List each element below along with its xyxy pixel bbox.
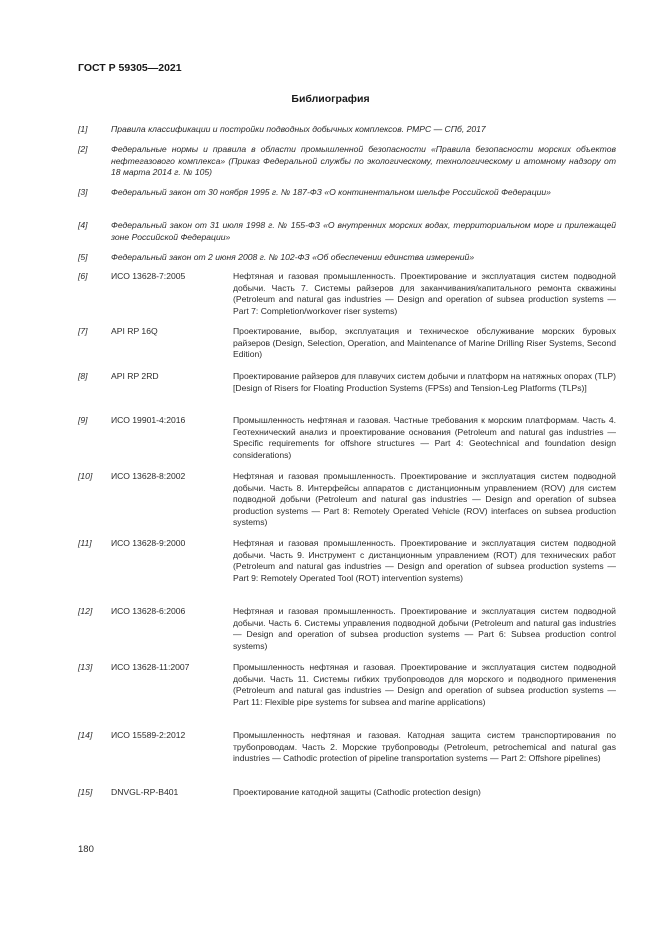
reference-code: API RP 2RD [111,371,159,381]
reference-text: Промышленность нефтяная и газовая. Катодная защита систем транспортирования по трубопроводам. Часть 2. Морские трубопроводы (Petroleum, petrochemical and natural gas industries — Cathodic protection of pipeline transportation systems — Part 2: Offshore pipelines) [233,730,616,763]
reference-number: [3] [78,187,88,197]
page-number: 180 [78,844,94,855]
reference-code: ИСО 13628-11:2007 [111,662,190,672]
reference-number: [7] [78,326,88,336]
reference-item [78,730,616,765]
reference-item [78,271,616,317]
reference-text: Нефтяная и газовая промышленность. Проектирование и эксплуатация систем подводной добычи. Часть 6. Системы управления подводной добычи (Petroleum and natural gas industries — Design and operation of subsea production systems — Part 6: Subsea production control systems) [233,606,616,651]
reference-code: ИСО 13628-7:2005 [111,271,186,281]
reference-item [78,220,616,243]
reference-number: [2] [78,144,88,154]
reference-number: [10] [78,471,93,481]
reference-text: Нефтяная и газовая промышленность. Проектирование и эксплуатация систем подводной добычи. Часть 7. Системы райзеров для заканчивания/капитального ремонта скважины (Petroleum and natural gas industries — Design and operation of subsea production systems — Part 7: Completion/workover riser systems) [233,271,616,316]
reference-number: [13] [78,662,93,672]
reference-text: Нефтяная и газовая промышленность. Проектирование и эксплуатация систем подводной добычи. Часть 8. Интерфейсы аппаратов с дистанционным управлением (ROV) для систем подводной добычи (Petroleum and natural gas industries — Design and operation of subsea production systems — Part 8: Remotely Operated Vehicle (ROV) interfaces on subsea production systems) [233,471,616,527]
reference-text: Нефтяная и газовая промышленность. Проектирование и эксплуатация систем подводной добычи. Часть 9. Инструмент с дистанционным управлением (ROT) для технических работ (Petroleum and natural gas industries — Design and operation of subsea production systems — Part 9: Remotely Operated Tool (ROT) intervention systems) [233,538,616,583]
reference-code: ИСО 13628-9:2000 [111,538,186,548]
reference-item [78,787,616,799]
reference-number: [8] [78,371,88,381]
reference-text: Федеральный закон от 30 ноября 1995 г. № 187-ФЗ «О континентальном шельфе Российской Федерации» [111,187,551,197]
reference-number: [9] [78,415,88,425]
standard-header: ГОСТ Р 59305—2021 [78,62,182,74]
reference-item [78,144,616,179]
reference-text: Промышленность нефтяная и газовая. Проектирование и эксплуатация систем подводной добычи. Часть 11. Системы гибких трубопроводов для морского и подводного применения (Petroleum and natural gas industries — Design and operation of subsea production systems — Part 11: Flexible pipe systems for subsea and marine applications) [233,662,616,707]
reference-item [78,124,616,136]
reference-code: ИСО 13628-6:2006 [111,606,186,616]
reference-item [78,471,616,529]
reference-item [78,415,616,461]
reference-number: [4] [78,220,88,230]
reference-number: [6] [78,271,88,281]
reference-text: Промышленность нефтяная и газовая. Частные требования к морским платформам. Часть 4. Геотехнический анализ и проектирование основания (Petroleum and natural gas industries — Specific requirements for offshore structures — Part 4: Geotechnical and foundation design considerations) [233,415,616,460]
bibliography-title: Библиография [291,93,370,105]
reference-item [78,538,616,584]
reference-code: DNVGL-RP-B401 [111,787,179,797]
reference-text: Проектирование райзеров для плавучих систем добычи и платформ на натяжных опорах (TLP) [Design of Risers for Floating Production Systems (FPSs) and Tension-Leg Platforms (TLPs)] [233,371,616,393]
reference-text: Проектирование катодной защиты (Cathodic protection design) [233,787,481,797]
reference-text: Федеральный закон от 2 июня 2008 г. № 102-ФЗ «Об обеспечении единства измерений» [111,252,475,262]
reference-code: API RP 16Q [111,326,158,336]
reference-number: [1] [78,124,88,134]
reference-item [78,187,616,199]
reference-item [78,326,616,361]
reference-number: [15] [78,787,93,797]
reference-text: Правила классификации и постройки подводных добычных комплексов. РМРС — СПб, 2017 [111,124,486,134]
reference-code: ИСО 13628-8:2002 [111,471,186,481]
reference-text: Федеральные нормы и правила в области промышленной безопасности «Правила безопасности морских объектов нефтегазового комплекса» (Приказ Федеральной службы по экологическому, технологическому и атомному надзору от 18 марта 2014 г. № 105) [111,144,616,177]
reference-code: ИСО 15589-2:2012 [111,730,186,740]
reference-number: [14] [78,730,93,740]
reference-item [78,371,616,394]
reference-number: [5] [78,252,88,262]
reference-number: [12] [78,606,93,616]
reference-item [78,252,616,264]
reference-text: Проектирование, выбор, эксплуатация и техническое обслуживание морских буровых райзеров (Design, Selection, Operation, and Maintenance of Marine Drilling Riser Systems, Second Edition) [233,326,616,359]
reference-item [78,606,616,652]
reference-number: [11] [78,538,92,548]
reference-item [78,662,616,708]
reference-code: ИСО 19901-4:2016 [111,415,186,425]
reference-text: Федеральный закон от 31 июля 1998 г. № 155-ФЗ «О внутренних морских водах, территориальном море и прилежащей зоне Российской Федерации» [111,220,616,242]
